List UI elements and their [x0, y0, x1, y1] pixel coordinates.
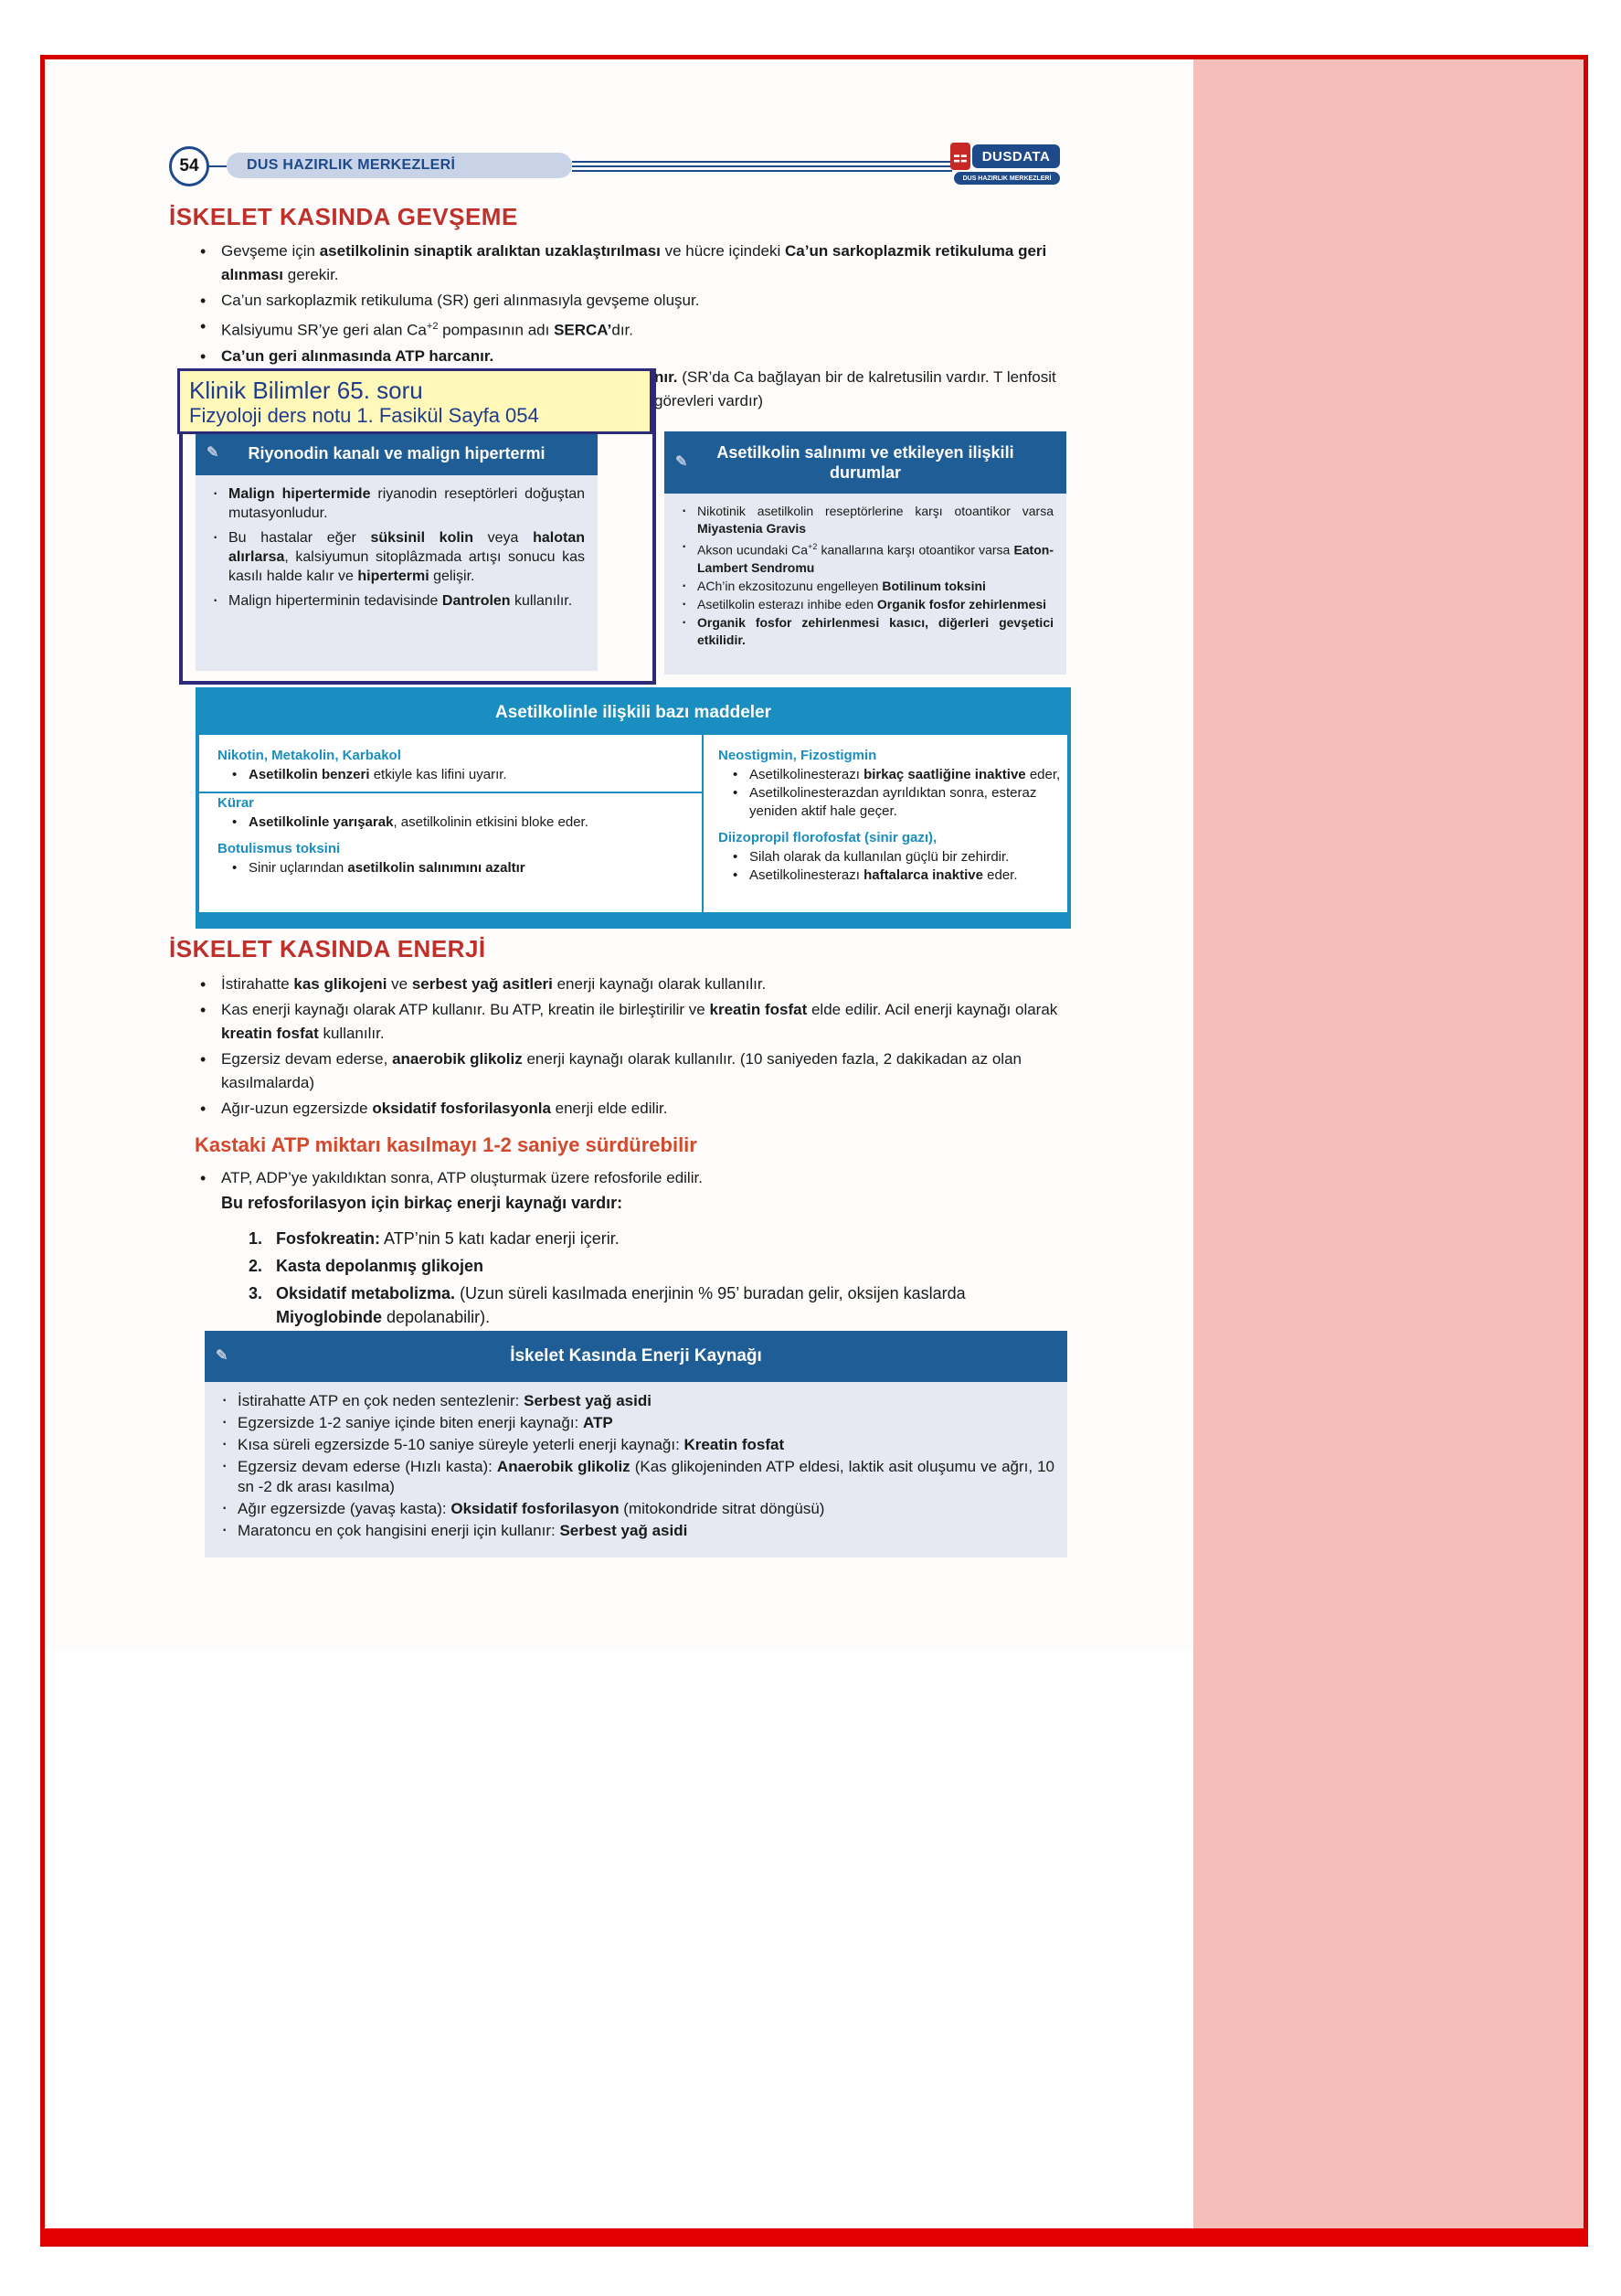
note-line-1: Klinik Bilimler 65. soru — [189, 377, 423, 404]
tooth-icon: ⚏ — [950, 143, 970, 170]
group-title: Kürar — [217, 795, 255, 811]
substance-group — [718, 830, 1064, 885]
header-line — [572, 161, 952, 163]
list-item: · Malign hipertermide riyanodin reseptörleri doğuştan mutasyonludur. — [208, 484, 585, 523]
energy-sources-lead: Bu refosforilasyon için birkaç enerji kaynağı vardır: — [221, 1194, 623, 1212]
list-item: • Asetilkolinesterazdan ayrıldıktan sonra, esteraz yeniden aktif hale geçer. — [718, 784, 1064, 821]
box-header — [664, 431, 1066, 494]
list-item: · ACh’in ekzositozunu engelleyen Botilinum toksini — [677, 578, 1054, 595]
substance-group — [217, 841, 693, 877]
substance-group — [217, 748, 693, 784]
list-item: • Gevşeme için asetilkolinin sinaptik aralıktan uzaklaştırılması ve hücre içindeki Ca’un sarkoplazmik retikuluma geri alınması gerekir. — [196, 239, 1072, 287]
list-item: • Asetilkolin benzeri etkiyle kas lifini uyarır. — [217, 766, 693, 784]
list-item: • Ağır-uzun egzersizde oksidatif fosforilasyonla enerji elde edilir. — [196, 1097, 1074, 1121]
box-title: Asetilkolinle ilişkili bazı maddeler — [199, 691, 1067, 735]
page-number: 54 — [169, 146, 209, 186]
list-item: • Asetilkolinle yarışarak, asetilkolinin etkisini bloke eder. — [217, 813, 693, 832]
group-title: Diizopropil florofosfat (sinir gazı), — [718, 830, 938, 845]
box-title: Asetilkolin salınımı ve etkileyen ilişkili durumlar — [716, 443, 1014, 482]
list-item: • Ca’un sarkoplazmik retikuluma (SR) geri alınmasıyla gevşeme oluşur. — [196, 289, 1072, 313]
group-title: Neostigmin, Fizostigmin — [718, 748, 877, 763]
box-title: İskelet Kasında Enerji Kaynağı — [510, 1346, 762, 1366]
logo-subtext: DUS HAZIRLIK MERKEZLERİ — [954, 172, 1060, 185]
list-item: • Kalsiyumu SR’ye geri alan $Ca^{+2}$ pompasının adı SERCA’dır. — [196, 314, 1072, 343]
section-title-energy: İSKELET KASINDA ENERJİ — [169, 935, 486, 962]
header-line — [572, 165, 952, 167]
box-list — [664, 494, 1066, 659]
acetylcholine-box — [664, 431, 1066, 675]
frame-bottom-bar — [40, 2228, 1588, 2245]
list-item: · Egzersizde 1-2 saniye içinde biten enerji kaynağı: ATP — [217, 1413, 1054, 1433]
dusdata-logo — [950, 137, 1062, 190]
list-item: • Egzersiz devam ederse, anaerobik glikoliz enerji kaynağı olarak kullanılır. (10 saniyeden fazla, 2 dakikadan az olan kasılmalarda) — [196, 1047, 1074, 1095]
note-line-2: Fizyoloji ders notu 1. Fasikül Sayfa 054 — [189, 404, 539, 427]
left-column — [217, 739, 693, 912]
list-item: · İstirahatte ATP en çok neden sentezlenir: Serbest yağ asidi — [217, 1391, 1054, 1411]
list-item: • Kas enerji kaynağı olarak ATP kullanır. Bu ATP, kreatin ile birleştirilir ve kreatin fosfat elde edilir. Acil enerji kaynağı olarak kreatin fosfat kullanılır. — [196, 998, 1074, 1046]
header-title: DUS HAZIRLIK MERKEZLERİ — [227, 153, 572, 178]
box-header — [205, 1331, 1067, 1382]
list-item: · Organik fosfor zehirlenmesi kasıcı, diğerleri gevşetici etkilidir. — [677, 614, 1054, 649]
energy-source-box — [205, 1331, 1067, 1557]
substance-group — [718, 748, 1064, 821]
list-item: · Maratoncu en çok hangisini enerji için kullanır: Serbest yağ asidi — [217, 1521, 1054, 1541]
list-item: · Bu hastalar eğer süksinil kolin veya halotan alırlarsa, kalsiyumun sitoplâzmada artışı sonucu kas kasılı halde kalır ve hipertermi gelişir. — [208, 528, 585, 586]
header-line — [572, 170, 952, 172]
list-item: · Kısa süreli egzersizde 5-10 saniye süreyle yeterli enerji kaynağı: Kreatin fosfat — [217, 1435, 1054, 1455]
group-title: Botulismus toksini — [217, 841, 341, 856]
box-footer — [199, 912, 1067, 925]
list-item: · Akson ucundaki $Ca^{+2}$ kanallarına karşı otoantikor varsa Eaton-Lambert Sendromu — [677, 538, 1054, 577]
pen-icon: ✎ — [216, 1348, 228, 1364]
partially-hidden-text: nır. (SR’da Ca bağlayan bir de kalretusilin vardır. T lenfosit görevleri vardır) — [654, 368, 1056, 409]
list-item: 1. Fosfokreatin: ATP’nin 5 katı kadar enerji içerir. — [249, 1229, 620, 1248]
logo-text: DUSDATA — [972, 144, 1060, 168]
list-item: • Silah olarak da kullanılan güçlü bir zehirdir. — [718, 848, 1064, 866]
list-item: · Nikotinik asetilkolin reseptörlerine karşı otoantikor varsa Miyastenia Gravis — [677, 503, 1054, 537]
pen-icon: ✎ — [675, 454, 688, 470]
side-panel — [1193, 59, 1584, 2228]
list-item: · Asetilkolin esterazı inhibe eden Organik fosfor zehirlenmesi — [677, 596, 1054, 613]
list-item: • Asetilkolinesterazı birkaç saatliğine inaktive eder, — [718, 766, 1064, 784]
list-item: 2. Kasta depolanmış glikojen — [249, 1257, 484, 1275]
list-item: · Egzersiz devam ederse (Hızlı kasta): Anaerobik glikoliz (Kas glikojeninden ATP eldesi, laktik asit oluşumu ve ağrı, 10 sn -2 dk arası kasılma) — [217, 1457, 1054, 1497]
list-item: • Asetilkolinesterazı haftalarca inaktive eder. — [718, 866, 1064, 885]
box-list — [205, 1382, 1067, 1552]
energy-sources-list — [249, 1227, 1071, 1333]
subsection-title-atp: Kastaki ATP miktarı kasılmayı 1-2 saniye sürdürebilir — [195, 1133, 697, 1156]
list-item: 3. Oksidatif metabolizma. (Uzun süreli kasılmada enerjinin % 95’ buradan gelir, oksijen kaslarda Miyoglobinde depolanabilir). — [249, 1284, 966, 1326]
energy-list — [196, 973, 1074, 1122]
list-item: • İstirahatte kas glikojeni ve serbest yağ asitleri enerji kaynağı olarak kullanılır. — [196, 973, 1074, 996]
pen-icon: ✎ — [207, 445, 219, 461]
box-title: Riyonodin kanalı ve malign hipertermi — [248, 444, 546, 462]
substance-group — [217, 795, 693, 832]
list-item: · Ağır egzersizde (yavaş kasta): Oksidatif fosforilasyon (mitokondride sitrat döngüsü) — [217, 1499, 1054, 1519]
list-item: • Ca’un geri alınmasında ATP harcanır. — [196, 345, 1072, 368]
sticky-note[interactable] — [177, 368, 652, 434]
right-column — [718, 739, 1064, 912]
section-title-relaxation: İSKELET KASINDA GEVŞEME — [169, 203, 518, 230]
atp-list — [196, 1166, 1074, 1192]
group-title: Nikotin, Metakolin, Karbakol — [217, 748, 401, 763]
substances-box — [196, 687, 1071, 929]
column-divider — [702, 735, 704, 912]
list-item: • Sinir uçlarından asetilkolin salınımını azaltır — [217, 859, 693, 877]
list-item: · Malign hiperterminin tedavisinde Dantrolen kullanılır. — [208, 591, 585, 611]
header-line — [208, 165, 227, 167]
list-item: • ATP, ADP’ye yakıldıktan sonra, ATP oluşturmak üzere refosforile edilir. — [196, 1166, 1074, 1190]
relaxation-list — [196, 239, 1072, 370]
